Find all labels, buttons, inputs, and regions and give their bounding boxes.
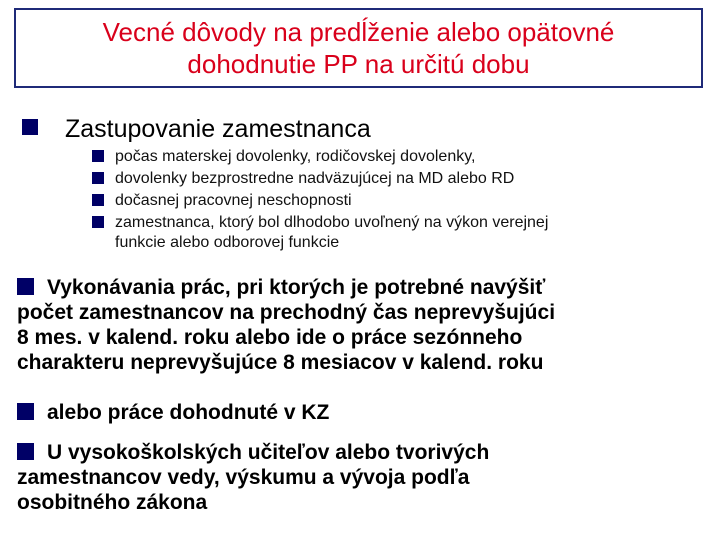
list-item-text: počas materskej dovolenky, rodičovskej dovolenky,	[115, 148, 476, 165]
section-university-teachers-text-1: U vysokoškolských učiteľov alebo tvorivých	[47, 441, 490, 464]
list-item-text: dovolenky bezprostredne nadväzujúcej na MD alebo RD	[115, 170, 515, 187]
section-work-increase-line-2: počet zamestnancov na prechodný čas neprevyšujúci	[17, 301, 556, 324]
slide-title-line-1: Vecné dôvody na predĺženie alebo opätovné	[102, 17, 615, 47]
section-representation-label: Zastupovanie zamestnanca	[65, 115, 371, 143]
list-item	[92, 213, 548, 233]
representation-sublist	[92, 147, 548, 253]
section-collective-agreement-line-1	[17, 400, 697, 425]
square-bullet-icon	[92, 172, 104, 184]
list-item	[92, 147, 548, 167]
section-work-increase-line-1	[17, 275, 697, 300]
slide-title-box	[14, 8, 703, 88]
section-collective-agreement-text: alebo práce dohodnuté v KZ	[47, 401, 330, 424]
slide-title-line-2: dohodnutie PP na určitú dobu	[187, 49, 530, 79]
list-item-text: dočasnej pracovnej neschopnosti	[115, 192, 352, 209]
square-bullet-icon	[92, 150, 104, 162]
square-bullet-icon	[17, 278, 34, 295]
section-university-teachers-line-3: osobitného zákona	[17, 491, 208, 514]
list-item	[92, 191, 548, 211]
section-university-teachers-line-1	[17, 440, 697, 465]
list-item-continuation: funkcie alebo odborovej funkcie	[115, 234, 340, 251]
section-work-increase-line-4: charakteru neprevyšujúce 8 mesiacov v kalend. roku	[17, 351, 544, 374]
square-bullet-icon	[17, 443, 34, 460]
square-bullet-icon	[92, 216, 104, 228]
square-bullet-icon	[92, 194, 104, 206]
section-work-increase	[17, 275, 697, 375]
list-item-text: zamestnanca, ktorý bol dlhodobo uvoľnený na výkon verejnej	[115, 214, 549, 231]
section-representation	[22, 114, 371, 144]
square-bullet-icon	[17, 403, 34, 420]
section-university-teachers	[17, 440, 697, 515]
square-bullet-icon	[22, 119, 38, 135]
section-work-increase-line-3: 8 mes. v kalend. roku alebo ide o práce sezónneho	[17, 326, 523, 349]
list-item	[92, 169, 548, 189]
section-university-teachers-line-2: zamestnancov vedy, výskumu a vývoja podľa	[17, 466, 470, 489]
section-collective-agreement	[17, 400, 697, 425]
section-work-increase-text-1: Vykonávania prác, pri ktorých je potrebné navýšiť	[47, 276, 546, 299]
